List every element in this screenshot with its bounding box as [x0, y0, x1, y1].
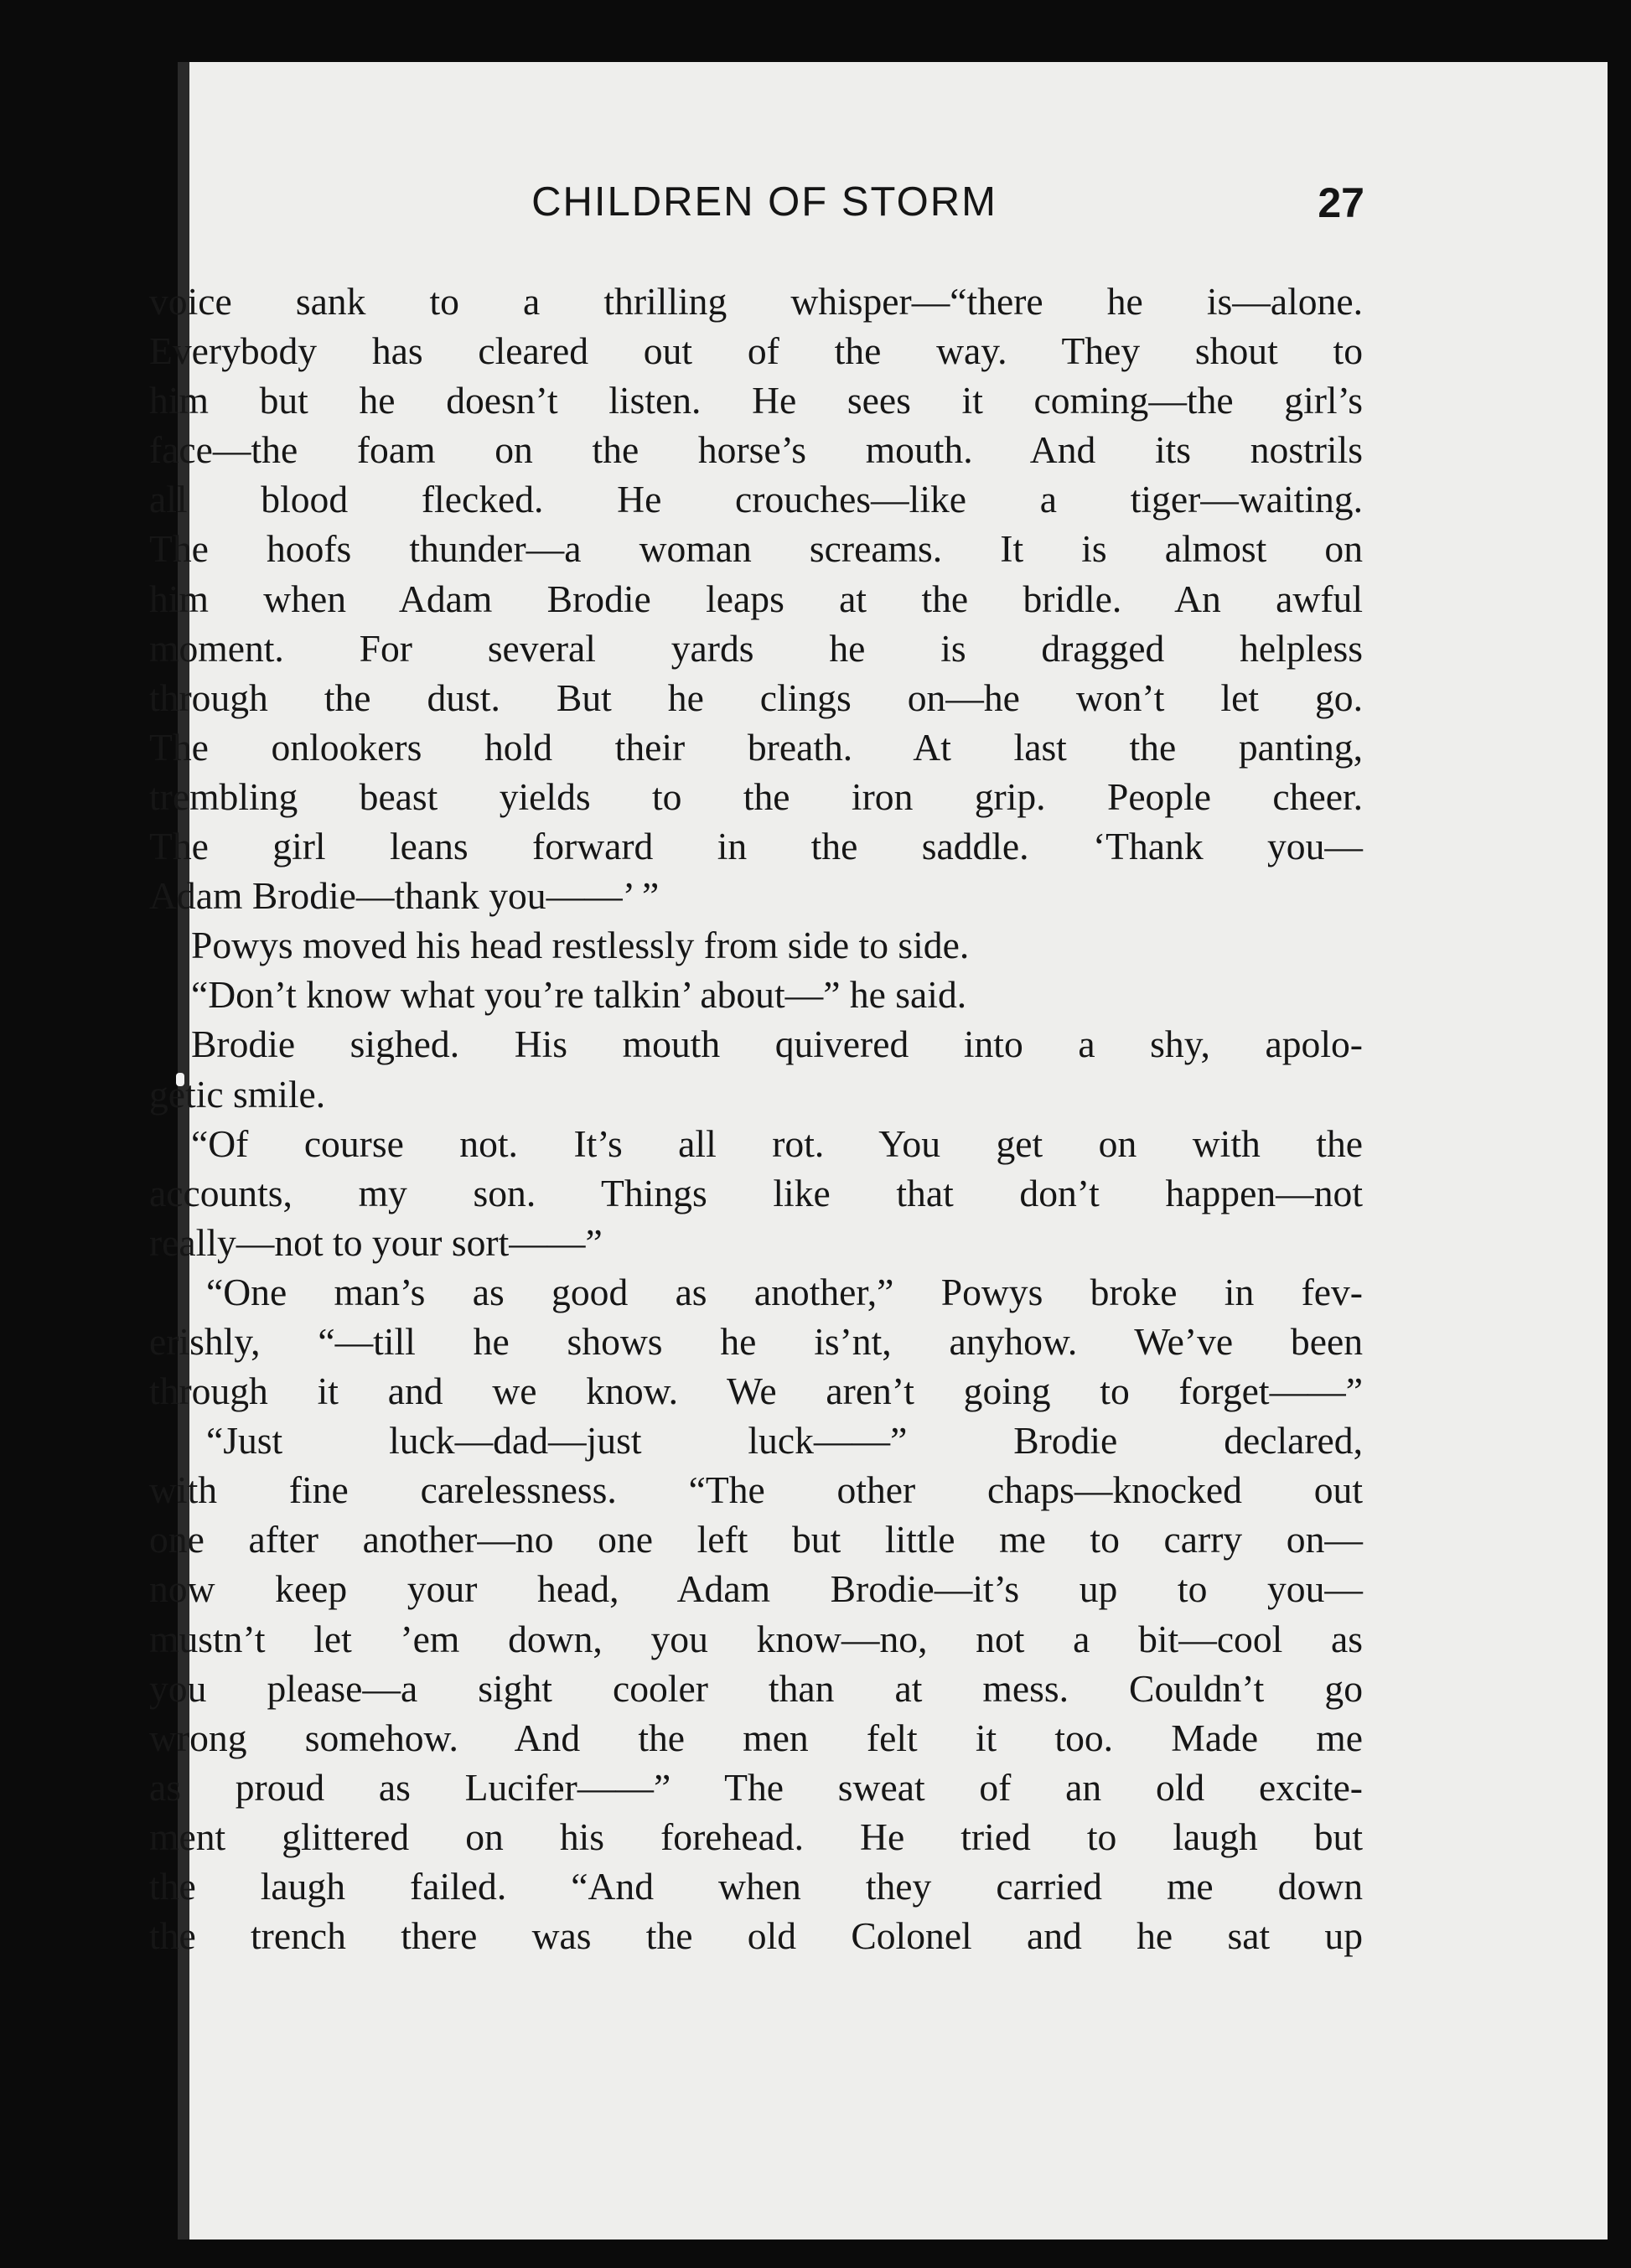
text-line: ment glittered on his forehead. He tried to laugh but	[149, 1815, 1363, 1858]
text-line: The girl leans forward in the saddle. ‘Thank you—	[149, 825, 1363, 868]
text-line: him when Adam Brodie leaps at the bridle. An awful	[149, 577, 1363, 620]
page-number: 27	[1318, 179, 1364, 226]
running-head	[164, 179, 1364, 241]
text-line: wrong somehow. And the men felt it too. Made me	[149, 1716, 1363, 1759]
text-line: accounts, my son. Things like that don’t happen—not	[149, 1171, 1363, 1214]
text-line: The hoofs thunder—a woman screams. It is almost on	[149, 527, 1363, 571]
text-line: “Just luck—dad—just luck——” Brodie declared,	[206, 1419, 1363, 1463]
text-line: mustn’t let ’em down, you know—no, not a bit—cool as	[149, 1617, 1363, 1660]
text-line: Powys moved his head restlessly from side to side.	[191, 924, 970, 967]
text-line: trembling beast yields to the iron grip. People cheer.	[149, 774, 1363, 818]
text-line: through it and we know. We aren’t going to forget——”	[149, 1370, 1363, 1413]
text-line: getic smile.	[149, 1072, 326, 1116]
text-line: all blood flecked. He crouches—like a tiger—waiting.	[149, 478, 1363, 521]
text-line: Adam Brodie—thank you——’ ”	[149, 874, 660, 918]
text-line: you please—a sight cooler than at mess. Couldn’t go	[149, 1666, 1363, 1710]
text-line: as proud as Lucifer——” The sweat of an old excite-	[149, 1765, 1363, 1809]
text-line: “One man’s as good as another,” Powys broke in fev-	[206, 1270, 1363, 1313]
body-text	[149, 277, 1363, 1960]
text-line: moment. For several yards he is dragged helpless	[149, 626, 1363, 670]
text-line: the laugh failed. “And when they carried me down	[149, 1865, 1363, 1908]
text-line: one after another—no one left but little me to carry on—	[149, 1518, 1363, 1561]
running-title: CHILDREN OF STORM	[531, 179, 997, 225]
text-line: through the dust. But he clings on—he won’t let go.	[149, 676, 1363, 719]
text-line: with fine carelessness. “The other chaps—knocked out	[149, 1468, 1363, 1512]
text-line: him but he doesn’t listen. He sees it coming—the girl’s	[149, 379, 1363, 422]
text-line: face—the foam on the horse’s mouth. And its nostrils	[149, 428, 1363, 472]
text-line: now keep your head, Adam Brodie—it’s up to you—	[149, 1567, 1363, 1611]
text-line: The onlookers hold their breath. At last the panting,	[149, 725, 1363, 769]
text-line: really—not to your sort——”	[149, 1220, 603, 1264]
text-line: erishly, “—till he shows he is’nt, anyhow. We’ve been	[149, 1319, 1363, 1363]
text-line: “Of course not. It’s all rot. You get on with the	[191, 1121, 1363, 1165]
text-line: the trench there was the old Colonel and he sat up	[149, 1914, 1363, 1958]
text-line: voice sank to a thrilling whisper—“there he is—alone.	[149, 280, 1363, 323]
text-line: Brodie sighed. His mouth quivered into a shy, apolo-	[191, 1023, 1363, 1066]
text-line: Everybody has cleared out of the way. They shout to	[149, 329, 1363, 373]
text-line: “Don’t know what you’re talkin’ about—” he said.	[191, 973, 967, 1017]
